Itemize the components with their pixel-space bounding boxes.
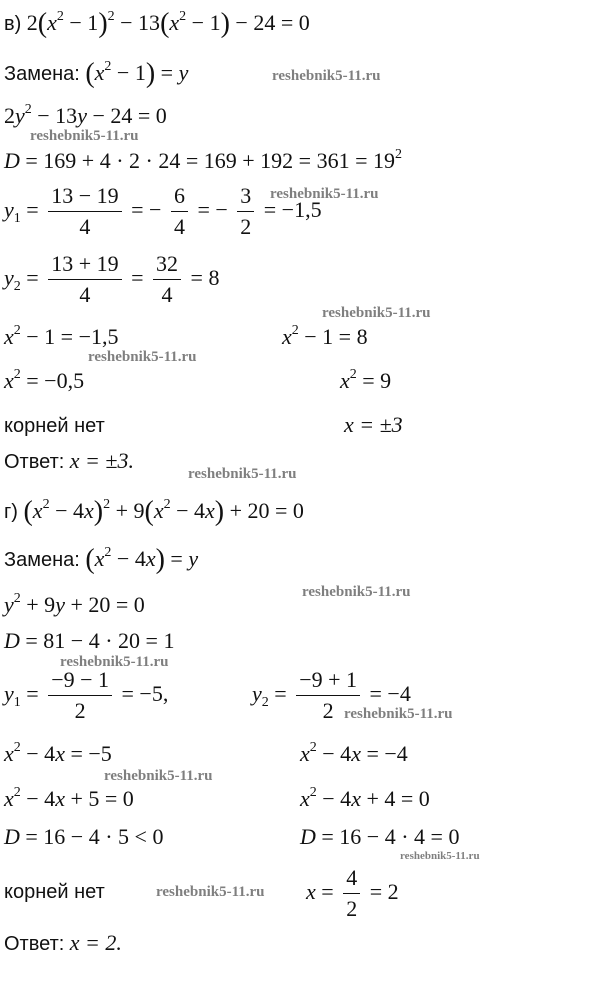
discriminant-g: D = 81 − 4 · 20 = 1	[4, 628, 175, 653]
no-roots-label-g: корней нет	[4, 881, 105, 903]
case-right-g2: $x^2 - 4x + 4 = 0$	[300, 784, 430, 811]
discriminant-v: $D = 169 + 4 \cdot 2 \cdot 24 = 169 + 192 = 361 = 19^2$	[4, 146, 402, 173]
watermark: reshebnik5-11.ru	[104, 768, 213, 784]
no-roots-g	[4, 880, 105, 902]
quadratic-g: $y^2 + 9y + 20 = 0$	[4, 590, 145, 617]
equation-g: г) $(x^2 - 4x)^2 + 9(x^2 - 4x) + 20 = 0$	[4, 496, 304, 527]
root-x-g: x = $\frac{4}{2}$ = 2	[306, 865, 399, 922]
substitution-v: Замена: $(x^2 - 1) = y$	[4, 58, 189, 89]
answer-g	[4, 932, 122, 954]
watermark: reshebnik5-11.ru	[60, 654, 169, 670]
answer-label-g: Ответ:	[4, 933, 65, 955]
root-y2-v: $y_2$ = $\frac{13 + 19}{4}$ = $\frac{32}{4}$ = 8	[4, 251, 220, 308]
case-right-v1: $x^2 - 1 = 8$	[282, 322, 368, 349]
equation-v: в) $2(x^2 - 1)^2 - 13(x^2 - 1) - 24 = 0$	[4, 8, 310, 39]
root-y1-g: $y_1$ = $\frac{-9 - 1}{2}$ = −5,	[4, 667, 169, 724]
case-right-g1: $x^2 - 4x = -4$	[300, 739, 408, 766]
watermark: reshebnik5-11.ru	[322, 305, 431, 321]
case-left-g3: D = 16 − 4 · 5 < 0	[4, 824, 164, 849]
part-label-g: г)	[4, 501, 18, 523]
root-y1-v: $y_1$ = $\frac{13 - 19}{4}$ = − $\frac{6}{4}$ = − $\frac{3}{2}$ = −1,5	[4, 183, 322, 240]
no-roots-label-v: корней нет	[4, 415, 105, 437]
part-label-v: в)	[4, 13, 22, 35]
watermark: reshebnik5-11.ru	[400, 850, 480, 862]
roots-right-v: x = ±3	[344, 412, 403, 437]
answer-v	[4, 450, 134, 472]
answer-label-v: Ответ:	[4, 451, 65, 473]
no-roots-v	[4, 414, 105, 436]
substitution-g: Замена: $(x^2 - 4x) = y$	[4, 544, 199, 575]
watermark: reshebnik5-11.ru	[272, 68, 381, 84]
case-right-v2: $x^2 = 9$	[340, 366, 392, 393]
watermark: reshebnik5-11.ru	[270, 186, 379, 202]
watermark: reshebnik5-11.ru	[88, 349, 197, 365]
substitution-label-g: Замена:	[4, 549, 80, 571]
watermark: reshebnik5-11.ru	[344, 706, 453, 722]
watermark: reshebnik5-11.ru	[156, 884, 265, 900]
case-right-g3: D = 16 − 4 · 4 = 0	[300, 824, 460, 849]
answer-value-v: x = ±3.	[69, 448, 134, 473]
case-left-v1: $x^2 - 1 = -1,5$	[4, 322, 119, 349]
watermark: reshebnik5-11.ru	[188, 466, 297, 482]
watermark: reshebnik5-11.ru	[30, 128, 139, 144]
case-left-g2: $x^2 - 4x + 5 = 0$	[4, 784, 134, 811]
substitution-label-v: Замена:	[4, 63, 80, 85]
watermark: reshebnik5-11.ru	[302, 584, 411, 600]
case-left-v2: $x^2 = -0,5$	[4, 366, 85, 393]
quadratic-v: $2y^2 - 13y - 24 = 0$	[4, 101, 167, 128]
answer-value-g: x = 2.	[69, 930, 122, 955]
root-y2-g: $y_2$ = $\frac{-9 + 1}{2}$ = −4	[252, 667, 411, 724]
case-left-g1: $x^2 - 4x = -5$	[4, 739, 112, 766]
